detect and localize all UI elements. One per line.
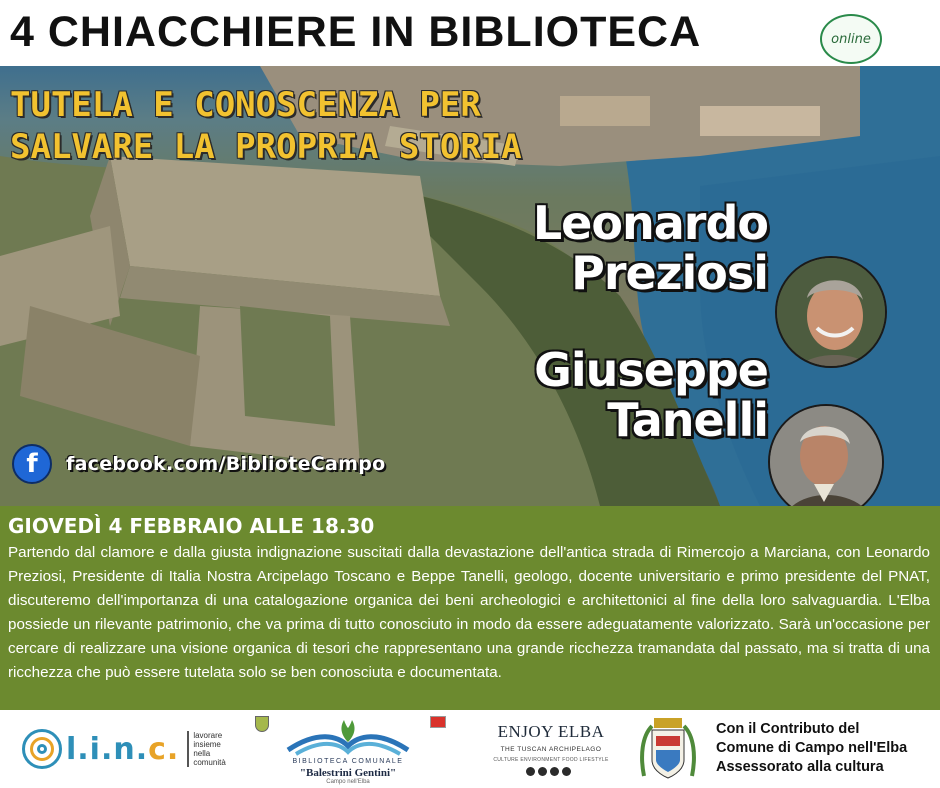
speaker-2-last-name: Tanelli (607, 393, 768, 447)
social-icon (562, 767, 571, 776)
small-crest-icon (255, 716, 269, 732)
linc-tagline (187, 731, 225, 767)
biblioteca-label: BIBLIOTECA COMUNALE (292, 758, 404, 765)
linc-logo (22, 726, 226, 772)
event-date: GIOVEDÌ 4 FEBBRAIO ALLE 18.30 (8, 514, 375, 538)
speaker-1-first-name: Leonardo (532, 196, 768, 250)
sponsor-line2: Comune di Campo nell'Elba (716, 740, 908, 756)
speaker-1-name (533, 198, 768, 298)
linc-tagline-line: insieme (193, 740, 221, 749)
open-book-icon (268, 716, 428, 758)
online-badge (820, 14, 882, 64)
enjoy-elba-tagline: CULTURE ENVIRONMENT FOOD LIFESTYLE (493, 757, 609, 763)
event-series-title: 4 CHIACCHIERE IN BIBLIOTECA (10, 8, 702, 56)
speaker-2-name (534, 345, 768, 445)
event-description: Partendo dal clamore e dalla giusta indignazione suscitati dalla devastazione dell'antica strada di Rimercojo a Marciana, con Leonardo Preziosi, Presidente di Italia Nostra Arcipelago Toscano e Beppe Tanelli, geologo, docente universitario e primo presidente del PNAT, discuteremo dell'importanza di una catalogazione organica dei beni archeologici e architettonici al fine della loro salvaguardia. L'Elba possiede un rilevante patrimonio, che va prima di tutto conosciuto in modo da essere adeguatamente valorizzato. Sarà un'occasione per cercare di realizzare una visione organica di tesori che rappresentano una grande ricchezza tramandata dal passato, ma si tratta di una ricchezza che può essere tutelata solo se ben conosciuta e documentata. (8, 544, 930, 681)
speaker-1-last-name: Preziosi (571, 246, 768, 300)
biblioteca-name: "Balestrini Gentini" (299, 767, 397, 779)
enjoy-elba-title: ENJOY ELBA (497, 722, 605, 741)
linc-rings-icon (22, 729, 62, 769)
online-badge-label: online (831, 31, 871, 47)
header (0, 0, 940, 66)
sponsor-line1: Con il Contributo del (716, 721, 860, 737)
social-icon (526, 767, 535, 776)
sponsor-footer (0, 710, 940, 788)
linc-tagline-line: comunità (193, 758, 226, 767)
comune-crest-icon (638, 716, 698, 786)
small-flag-icon (430, 716, 446, 728)
facebook-link[interactable] (12, 444, 386, 484)
linc-tagline-line: lavorare (193, 731, 223, 740)
leonardo-preziosi-portrait (775, 256, 887, 368)
enjoy-elba-subtitle: THE TUSCAN ARCHIPELAGO (500, 746, 602, 753)
biblioteca-location: Campo nell'Elba (326, 779, 370, 785)
event-info-band (0, 506, 940, 710)
event-subtitle-line2: SALVARE LA PROPRIA STORIA (10, 127, 522, 167)
speaker-2-first-name: Giuseppe (534, 343, 768, 397)
social-icon (550, 767, 559, 776)
sponsor-credit (716, 720, 907, 777)
facebook-url[interactable]: facebook.com/BiblioteCampo (66, 453, 386, 475)
linc-letters: l.i.n. (66, 731, 149, 767)
event-subtitle-line1: TUTELA E CONOSCENZA PER (10, 85, 481, 125)
enjoy-elba-social-icons (526, 767, 571, 776)
social-icon (538, 767, 547, 776)
linc-letter-c: c. (148, 731, 180, 767)
biblioteca-logo (268, 716, 428, 788)
event-subtitle (10, 84, 522, 168)
giuseppe-tanelli-portrait (768, 404, 884, 506)
linc-wordmark (66, 732, 179, 767)
facebook-icon: f (12, 444, 52, 484)
sponsor-line3: Assessorato alla cultura (716, 759, 884, 775)
linc-tagline-line: nella (193, 749, 211, 758)
enjoy-elba-logo (488, 722, 614, 782)
